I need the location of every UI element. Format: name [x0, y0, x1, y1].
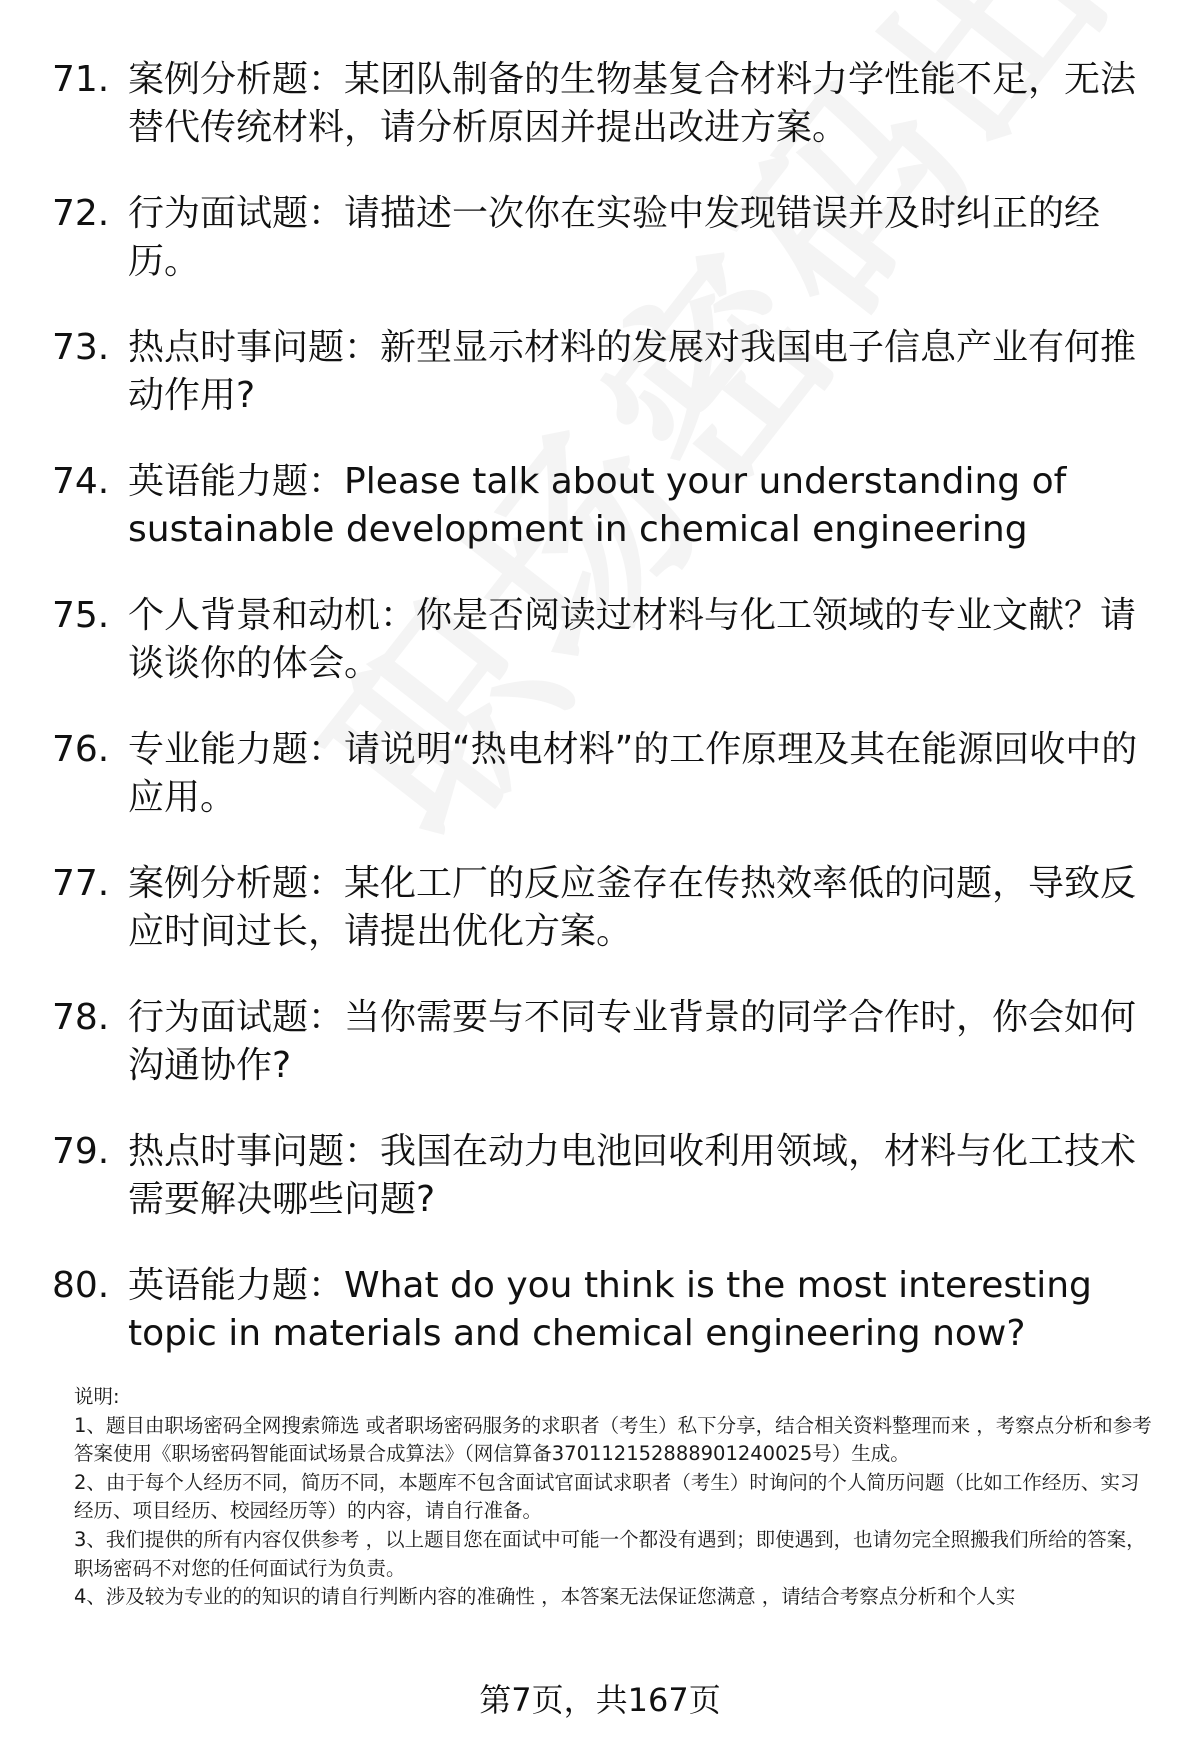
notes-section	[74, 1383, 1154, 1612]
question-number: 79.	[52, 1131, 110, 1172]
question-item	[0, 994, 1138, 1090]
note-item: 2、由于每个人经历不同，简历不同，本题库不包含面试官面试求职者（考生）时询问的个人简历问题（比如工作经历、实习经历、项目经历、校园经历等）的内容，请自行准备。	[74, 1470, 1140, 1523]
page-number: 第7页，共167页	[479, 1681, 721, 1719]
question-number: 80.	[52, 1265, 110, 1306]
question-item	[0, 190, 1138, 286]
question-text: 案例分析题：某化工厂的反应釜存在传热效率低的问题，导致反应时间过长，请提出优化方案。	[128, 863, 1137, 952]
question-item	[0, 860, 1138, 956]
question-item	[0, 458, 1138, 554]
question-text: 热点时事问题：我国在动力电池回收利用领域，材料与化工技术需要解决哪些问题?	[128, 1131, 1137, 1220]
question-number: 74.	[52, 461, 110, 502]
question-text: 热点时事问题：新型显示材料的发展对我国电子信息产业有何推动作用?	[128, 327, 1137, 416]
question-item	[0, 56, 1138, 152]
question-item	[0, 1262, 1138, 1358]
question-number: 77.	[52, 863, 110, 904]
question-number: 75.	[52, 595, 110, 636]
question-item	[0, 1128, 1138, 1224]
question-text: 英语能力题：Please talk about your understanding of sustainable development in chemical engineering	[128, 461, 1067, 550]
question-number: 73.	[52, 327, 110, 368]
question-item	[0, 592, 1138, 688]
question-text: 英语能力题：What do you think is the most interesting topic in materials and chemical engineering now?	[128, 1265, 1092, 1354]
question-text: 专业能力题：请说明“热电材料”的工作原理及其在能源回收中的应用。	[128, 729, 1138, 818]
question-number: 71.	[52, 59, 110, 100]
note-item: 4、涉及较为专业的的知识的请自行判断内容的准确性 ，本答案无法保证您满意 ，请结合考察点分析和个人实	[74, 1585, 1016, 1609]
question-item	[0, 324, 1138, 420]
question-item	[0, 726, 1138, 822]
question-list	[0, 56, 1200, 1396]
note-item: 3、我们提供的所有内容仅供参考 ，以上题目您在面试中可能一个都没有遇到；即使遇到，也请勿完全照搬我们所给的答案，职场密码不对您的任何面试行为负责。	[74, 1527, 1146, 1580]
question-number: 72.	[52, 193, 110, 234]
question-number: 78.	[52, 997, 110, 1038]
question-number: 76.	[52, 729, 110, 770]
question-text: 个人背景和动机：你是否阅读过材料与化工领域的专业文献？请谈谈你的体会。	[128, 595, 1137, 684]
notes-heading: 说明:	[74, 1385, 120, 1408]
question-text: 行为面试题：当你需要与不同专业背景的同学合作时，你会如何沟通协作?	[128, 997, 1137, 1086]
note-item: 1、题目由职场密码全网搜索筛选 或者职场密码服务的求职者（考生）私下分享，结合相关资料整理而来 ，考察点分析和参考答案使用《职场密码智能面试场景合成算法》（网信算备370112152888901240025号）生成。	[74, 1413, 1152, 1466]
question-text: 行为面试题：请描述一次你在实验中发现错误并及时纠正的经历。	[128, 193, 1101, 282]
question-text: 案例分析题：某团队制备的生物基复合材料力学性能不足，无法替代传统材料，请分析原因并提出改进方案。	[128, 59, 1137, 148]
